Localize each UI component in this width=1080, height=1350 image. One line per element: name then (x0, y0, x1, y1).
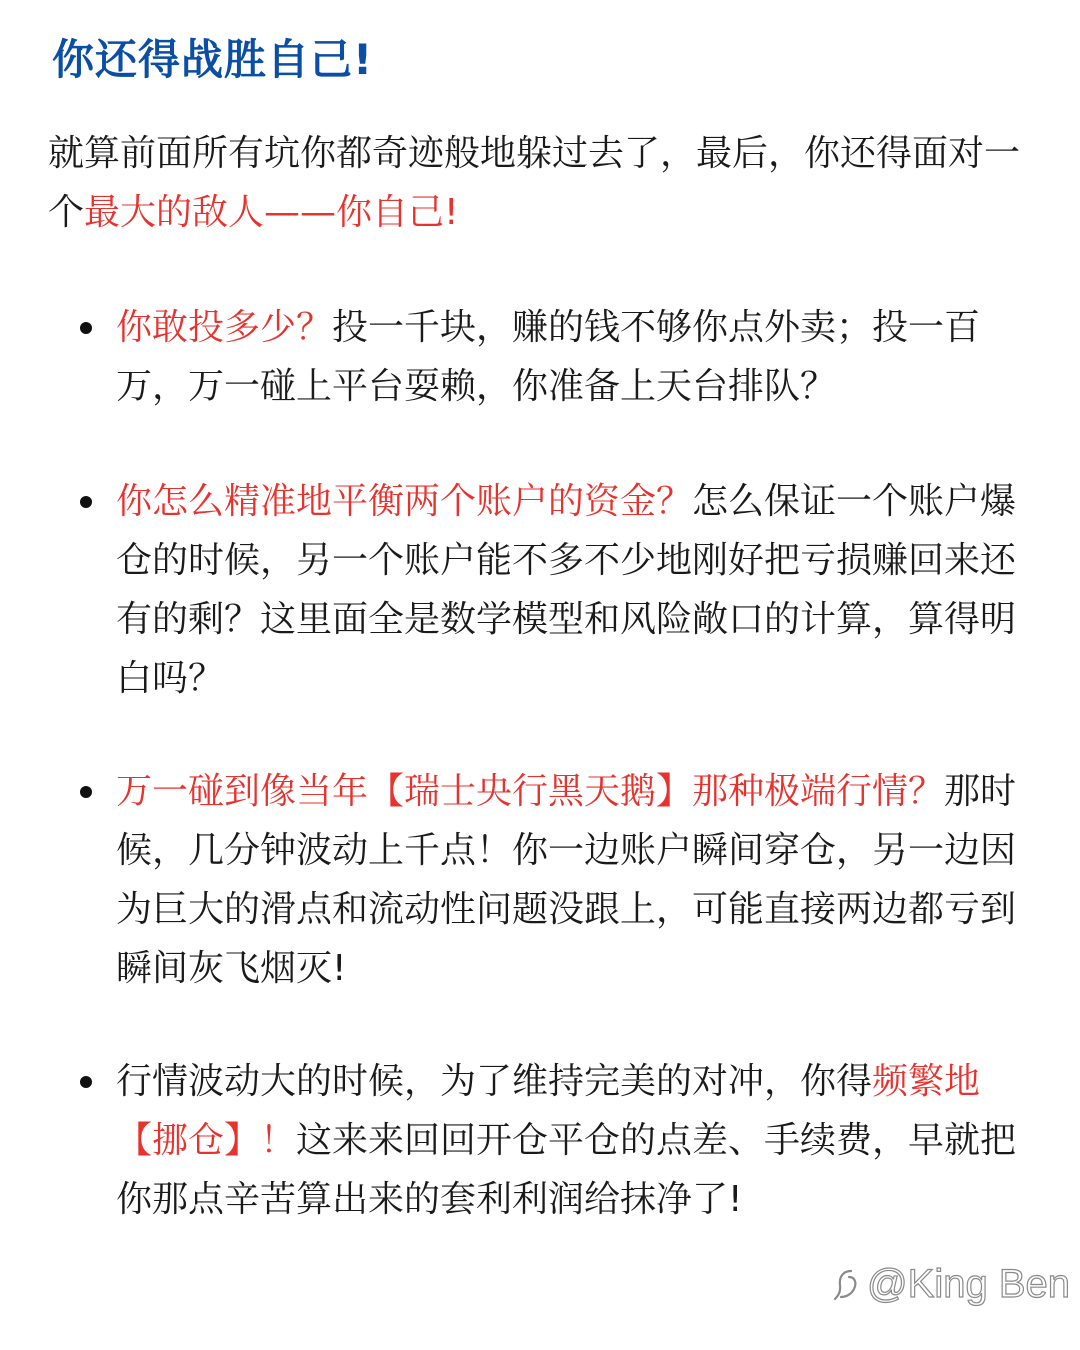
item-text: 怎么保证一个账户爆仓的时候，另一个账户能不多不少地刚好把亏损赚回来还有的剩？这里面全是数学模型和风险敞口的计算，算得明白吗？ (116, 481, 1017, 699)
item-text-before: 行情波动大的时候，为了维持完美的对冲，你得 (116, 1061, 873, 1102)
bullet-dot-icon (80, 322, 92, 334)
item-highlight: 频繁地【挪仓】！ (116, 1061, 981, 1161)
page-title: 你还得战胜自己! (52, 35, 374, 84)
bullet-dot-icon (80, 786, 92, 798)
item-text-after: 这来来回回开仓平仓的点差、手续费，早就把你那点辛苦算出来的套利利润给抹净了! (116, 1120, 1017, 1220)
intro-paragraph (48, 124, 1038, 242)
list-item (116, 298, 1036, 416)
watermark (833, 1262, 1070, 1307)
list-item (116, 472, 1036, 708)
item-highlight: 你怎么精准地平衡两个账户的资金？ (116, 481, 693, 522)
list-item (116, 762, 1036, 998)
bullet-dot-icon (80, 1076, 92, 1088)
intro-text: 就算前面所有坑你都奇迹般地躲过去了，最后，你还得面对一个 (48, 133, 1021, 233)
item-highlight: 你敢投多少？ (116, 307, 333, 348)
intro-highlight: 最大的敌人——你自己! (84, 192, 459, 233)
watermark-text: @King Ben (867, 1262, 1070, 1306)
zhihu-logo-icon (833, 1267, 863, 1303)
item-text: 那时候，几分钟波动上千点！你一边账户瞬间穿仓，另一边因为巨大的滑点和流动性问题没跟上，可能直接两边都亏到瞬间灰飞烟灭! (116, 771, 1017, 989)
list-item (116, 1052, 1036, 1229)
item-highlight: 万一碰到像当年【瑞士央行黑天鹅】那种极端行情？ (116, 771, 945, 812)
bullet-dot-icon (80, 496, 92, 508)
item-text: 投一千块，赚的钱不够你点外卖；投一百万，万一碰上平台耍赖，你准备上天台排队？ (116, 307, 981, 407)
